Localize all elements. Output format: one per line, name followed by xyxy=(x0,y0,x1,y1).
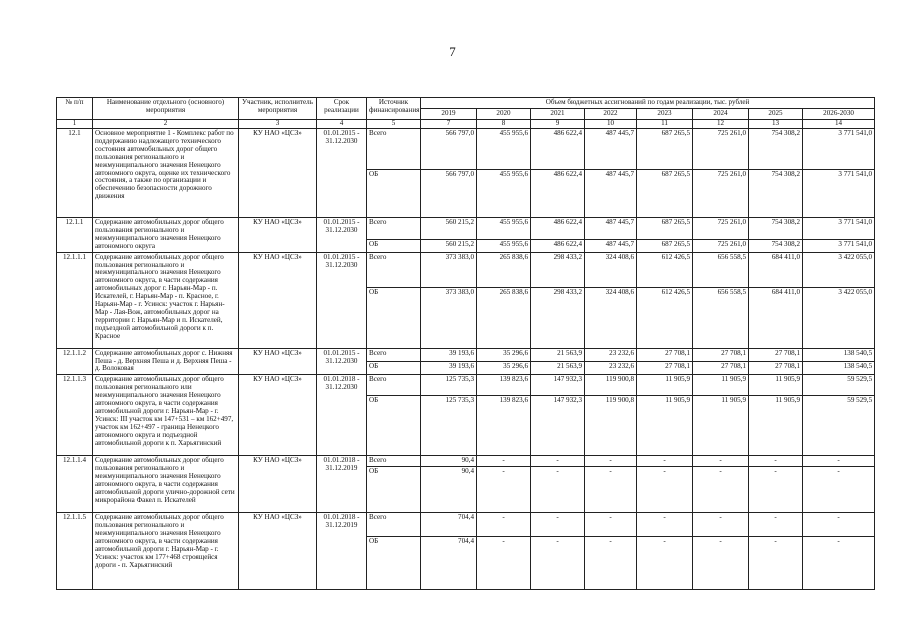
cell-executor: КУ НАО «ЦСЗ» xyxy=(239,217,317,252)
cell-value: 487 445,7 xyxy=(585,239,637,252)
cell-source: ОБ xyxy=(367,396,421,456)
cell-value: - xyxy=(749,513,803,537)
cell-value: - xyxy=(637,456,693,467)
cell-value: 35 296,6 xyxy=(477,361,531,374)
cell-value: 11 905,9 xyxy=(637,396,693,456)
cell-executor: КУ НАО «ЦСЗ» xyxy=(239,375,317,456)
cell-value: 612 426,5 xyxy=(637,252,693,287)
column-number: 13 xyxy=(749,119,803,128)
cell-source: ОБ xyxy=(367,537,421,590)
cell-source: Всего xyxy=(367,513,421,537)
cell-name: Содержание автомобильных дорог с. Нижняя Пеша - д. Верхняя Пеша и д. Верхняя Пеша - д. Волоковая xyxy=(93,348,239,375)
cell-value: 704,4 xyxy=(421,537,477,590)
cell-value: 656 558,5 xyxy=(693,287,749,348)
cell-value: 487 445,7 xyxy=(585,217,637,239)
column-number: 11 xyxy=(637,119,693,128)
cell-value: 687 265,5 xyxy=(637,239,693,252)
cell-value: 754 308,2 xyxy=(749,217,803,239)
cell-value: 21 563,9 xyxy=(531,361,585,374)
column-number: 9 xyxy=(531,119,585,128)
cell-value: 373 383,0 xyxy=(421,287,477,348)
header-year: 2021 xyxy=(531,108,585,119)
cell-value: 725 261,0 xyxy=(693,239,749,252)
cell-value: 265 838,6 xyxy=(477,252,531,287)
cell-value: 684 411,0 xyxy=(749,252,803,287)
cell-executor: КУ НАО «ЦСЗ» xyxy=(239,513,317,590)
cell-value: 704,4 xyxy=(421,513,477,537)
cell-value: - xyxy=(477,467,531,513)
header-year: 2025 xyxy=(749,108,803,119)
cell-value: 27 708,1 xyxy=(637,348,693,361)
column-number-row xyxy=(57,119,875,128)
cell-value: - xyxy=(585,467,637,513)
cell-value: 11 905,9 xyxy=(637,375,693,396)
cell-value: - xyxy=(693,537,749,590)
cell-period: 01.01.2015 - 31.12.2030 xyxy=(317,252,367,348)
header-row xyxy=(57,98,875,109)
cell-value: 754 308,2 xyxy=(749,239,803,252)
cell-executor: КУ НАО «ЦСЗ» xyxy=(239,128,317,217)
cell-value: 560 215,2 xyxy=(421,239,477,252)
table-row xyxy=(57,252,875,287)
cell-value: 3 771 541,0 xyxy=(803,169,875,217)
cell-value: - xyxy=(803,467,875,513)
cell-value: 3 422 055,0 xyxy=(803,287,875,348)
cell-executor: КУ НАО «ЦСЗ» xyxy=(239,252,317,348)
cell-source: Всего xyxy=(367,456,421,467)
cell-value: 147 932,3 xyxy=(531,375,585,396)
cell-no: 12.1.1.2 xyxy=(57,348,93,375)
table-row xyxy=(57,348,875,361)
cell-value: - xyxy=(477,513,531,537)
cell-value: 27 708,1 xyxy=(693,348,749,361)
cell-value: - xyxy=(693,456,749,467)
cell-value: 487 445,7 xyxy=(585,169,637,217)
cell-value: 11 905,9 xyxy=(693,396,749,456)
table-row xyxy=(57,217,875,239)
cell-executor: КУ НАО «ЦСЗ» xyxy=(239,348,317,375)
column-number: 12 xyxy=(693,119,749,128)
cell-value: 27 708,1 xyxy=(693,361,749,374)
cell-value: 39 193,6 xyxy=(421,361,477,374)
cell-value: - xyxy=(803,513,875,537)
header-executor: Участник, исполнитель мероприятия xyxy=(239,98,317,120)
cell-value: 324 408,6 xyxy=(585,252,637,287)
cell-value: 35 296,6 xyxy=(477,348,531,361)
cell-value: - xyxy=(585,456,637,467)
cell-value: 90,4 xyxy=(421,467,477,513)
cell-value: - xyxy=(803,456,875,467)
cell-value: 298 433,2 xyxy=(531,252,585,287)
header-year: 2023 xyxy=(637,108,693,119)
cell-source: ОБ xyxy=(367,239,421,252)
cell-value: - xyxy=(585,537,637,590)
header-year: 2022 xyxy=(585,108,637,119)
cell-period: 01.01.2018 - 31.12.2019 xyxy=(317,456,367,513)
cell-no: 12.1.1.4 xyxy=(57,456,93,513)
table-row xyxy=(57,128,875,169)
cell-no: 12.1.1 xyxy=(57,217,93,252)
cell-value: 566 797,0 xyxy=(421,169,477,217)
cell-source: Всего xyxy=(367,252,421,287)
cell-value: 125 735,3 xyxy=(421,375,477,396)
cell-value: 3 771 541,0 xyxy=(803,217,875,239)
cell-value: - xyxy=(803,537,875,590)
table-row xyxy=(57,375,875,396)
cell-period: 01.01.2015 - 31.12.2030 xyxy=(317,128,367,217)
cell-value: 725 261,0 xyxy=(693,169,749,217)
cell-value: 566 797,0 xyxy=(421,128,477,169)
cell-value: 455 955,6 xyxy=(477,128,531,169)
header-source: Источник финансирования xyxy=(367,98,421,120)
cell-value: - xyxy=(749,537,803,590)
cell-value: 3 771 541,0 xyxy=(803,239,875,252)
cell-value: - xyxy=(531,537,585,590)
column-number: 8 xyxy=(477,119,531,128)
cell-value: 687 265,5 xyxy=(637,217,693,239)
cell-value: 23 232,6 xyxy=(585,361,637,374)
cell-value: 324 408,6 xyxy=(585,287,637,348)
cell-source: ОБ xyxy=(367,467,421,513)
cell-source: Всего xyxy=(367,217,421,239)
cell-value: 373 383,0 xyxy=(421,252,477,287)
cell-value: 560 215,2 xyxy=(421,217,477,239)
cell-value: 21 563,9 xyxy=(531,348,585,361)
cell-value: 59 529,5 xyxy=(803,396,875,456)
cell-value: 23 232,6 xyxy=(585,348,637,361)
cell-value: 687 265,5 xyxy=(637,169,693,217)
cell-value: 59 529,5 xyxy=(803,375,875,396)
cell-source: ОБ xyxy=(367,361,421,374)
cell-value: - xyxy=(749,467,803,513)
cell-value: 754 308,2 xyxy=(749,169,803,217)
column-number: 7 xyxy=(421,119,477,128)
column-number: 1 xyxy=(57,119,93,128)
cell-value: - xyxy=(693,467,749,513)
cell-no: 12.1.1.5 xyxy=(57,513,93,590)
column-number: 4 xyxy=(317,119,367,128)
cell-value: 486 622,4 xyxy=(531,239,585,252)
cell-value: - xyxy=(531,456,585,467)
cell-value: 486 622,4 xyxy=(531,217,585,239)
cell-value: 90,4 xyxy=(421,456,477,467)
cell-name: Основное мероприятие 1 - Комплекс работ по поддержанию надлежащего технического состояния автомобильных дорог общего пользования регионального и межмуниципального значения Ненецкого автономного округа, оценке их технического состояния, а также по организации и обеспечению безопасности дорожного движения xyxy=(93,128,239,217)
cell-value: - xyxy=(585,513,637,537)
table-body xyxy=(57,128,875,590)
cell-value: - xyxy=(637,513,693,537)
header-year: 2026-2030 xyxy=(803,108,875,119)
cell-value: 27 708,1 xyxy=(749,348,803,361)
cell-value: 27 708,1 xyxy=(637,361,693,374)
cell-value: 139 823,6 xyxy=(477,396,531,456)
cell-value: 3 422 055,0 xyxy=(803,252,875,287)
cell-value: 487 445,7 xyxy=(585,128,637,169)
cell-value: 725 261,0 xyxy=(693,217,749,239)
cell-value: 486 622,4 xyxy=(531,169,585,217)
header-year: 2024 xyxy=(693,108,749,119)
cell-value: 298 433,2 xyxy=(531,287,585,348)
cell-value: 39 193,6 xyxy=(421,348,477,361)
cell-value: 119 900,8 xyxy=(585,396,637,456)
cell-value: - xyxy=(637,467,693,513)
header-year: 2019 xyxy=(421,108,477,119)
cell-name: Содержание автомобильных дорог общего пользования регионального и межмуниципального значения Ненецкого автономного округа, в части содержания автомобильных дорог г. Нарьян-Мар - п. Искателей, г. Нарьян-Мар - п. Красное, г. Нарьян-Мар - г. Усинск: участок г. Нарьян-Мар - Лая-Вож, автомобильных дорог на территории г. Нарьян-Мар и п. Искателей, подъездной автомобильной дороги к п. Красное xyxy=(93,252,239,348)
cell-no: 12.1 xyxy=(57,128,93,217)
cell-value: 656 558,5 xyxy=(693,252,749,287)
cell-value: 119 900,8 xyxy=(585,375,637,396)
cell-value: 486 622,4 xyxy=(531,128,585,169)
cell-period: 01.01.2018 - 31.12.2019 xyxy=(317,513,367,590)
column-number: 5 xyxy=(367,119,421,128)
cell-value: - xyxy=(477,537,531,590)
cell-name: Содержание автомобильных дорог общего пользования регионального и межмуниципального значения Ненецкого автономного округа, в части содержания автомобильной дороги г. Нарьян-Мар - г. Усинск: участок км 177+468 строящейся дороги - п. Харьягинский xyxy=(93,513,239,590)
cell-period: 01.01.2015 - 31.12.2030 xyxy=(317,217,367,252)
cell-source: ОБ xyxy=(367,287,421,348)
table-row xyxy=(57,456,875,467)
cell-name: Содержание автомобильных дорог общего пользования регионального или межмуниципального значения Ненецкого автономного округа, в части содержания автомобильной дороги г. Нарьян-Мар - г. Усинск: III участок км 147+531 – км 162+497, участок км 162+497 - граница Ненецкого автономного округа и подъездной автомобильной дороги к п. Харьягинский xyxy=(93,375,239,456)
cell-value: 138 540,5 xyxy=(803,348,875,361)
cell-value: 684 411,0 xyxy=(749,287,803,348)
cell-period: 01.01.2015 - 31.12.2030 xyxy=(317,348,367,375)
cell-executor: КУ НАО «ЦСЗ» xyxy=(239,456,317,513)
cell-period: 01.01.2018 - 31.12.2030 xyxy=(317,375,367,456)
column-number: 10 xyxy=(585,119,637,128)
cell-no: 12.1.1.1 xyxy=(57,252,93,348)
cell-value: - xyxy=(477,456,531,467)
cell-name: Содержание автомобильных дорог общего пользования регионального и межмуниципального значения Ненецкого автономного округа, в части содержания автомобильной дороги улично-дорожной сети микрорайона Факел п. Искателей xyxy=(93,456,239,513)
header-no: № п/п xyxy=(57,98,93,120)
budget-table xyxy=(56,97,875,590)
cell-source: ОБ xyxy=(367,169,421,217)
header-period: Срок реализации xyxy=(317,98,367,120)
cell-value: 11 905,9 xyxy=(749,396,803,456)
cell-value: - xyxy=(531,467,585,513)
cell-name: Содержание автомобильных дорог общего пользования регионального и межмуниципального значения Ненецкого автономного округа xyxy=(93,217,239,252)
cell-value: 147 932,3 xyxy=(531,396,585,456)
cell-value: 455 955,6 xyxy=(477,169,531,217)
cell-no: 12.1.1.3 xyxy=(57,375,93,456)
cell-value: 139 823,6 xyxy=(477,375,531,396)
cell-value: 125 735,3 xyxy=(421,396,477,456)
cell-value: 455 955,6 xyxy=(477,217,531,239)
column-number: 3 xyxy=(239,119,317,128)
cell-value: 27 708,1 xyxy=(749,361,803,374)
column-number: 2 xyxy=(93,119,239,128)
cell-value: 725 261,0 xyxy=(693,128,749,169)
page-number: 7 xyxy=(449,44,456,59)
cell-value: 754 308,2 xyxy=(749,128,803,169)
cell-value: - xyxy=(531,513,585,537)
cell-value: 687 265,5 xyxy=(637,128,693,169)
cell-value: 11 905,9 xyxy=(693,375,749,396)
cell-value: 455 955,6 xyxy=(477,239,531,252)
column-number: 14 xyxy=(803,119,875,128)
cell-value: - xyxy=(637,537,693,590)
cell-source: Всего xyxy=(367,348,421,361)
header-name: Наименование отдельного (основного) мероприятия xyxy=(93,98,239,120)
header-year: 2020 xyxy=(477,108,531,119)
cell-value: 138 540,5 xyxy=(803,361,875,374)
cell-value: - xyxy=(693,513,749,537)
cell-source: Всего xyxy=(367,128,421,169)
cell-value: 3 771 541,0 xyxy=(803,128,875,169)
cell-value: 11 905,9 xyxy=(749,375,803,396)
cell-value: 612 426,5 xyxy=(637,287,693,348)
header-budget: Объем бюджетных ассигнований по годам реализации, тыс. рублей xyxy=(421,98,875,109)
cell-value: - xyxy=(749,456,803,467)
table-row xyxy=(57,513,875,537)
cell-source: Всего xyxy=(367,375,421,396)
cell-value: 265 838,6 xyxy=(477,287,531,348)
